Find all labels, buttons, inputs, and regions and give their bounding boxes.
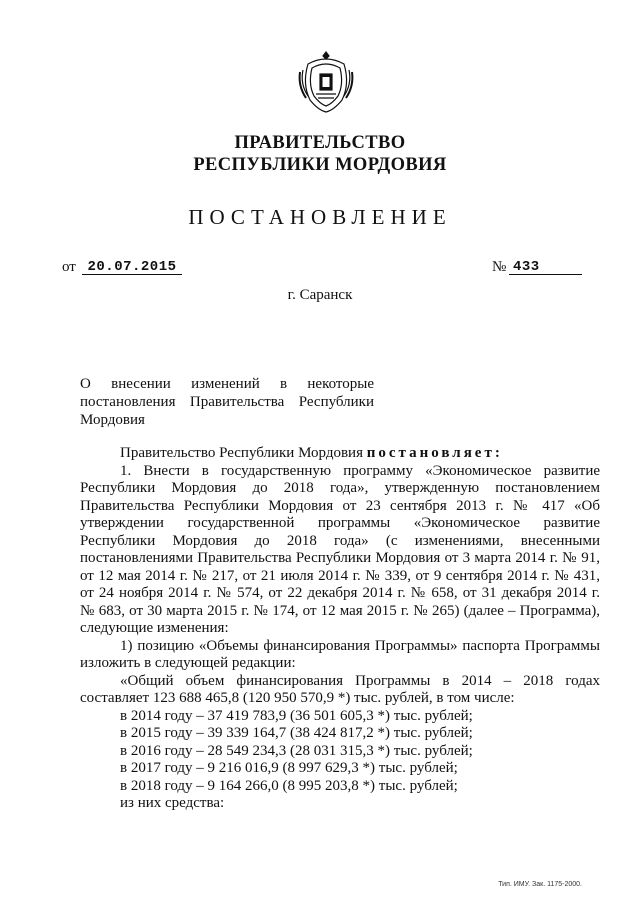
funding-year-item: в 2016 году – 28 549 234,3 (28 031 315,3 *) тыс. рублей; [120,742,473,759]
paragraph-line: утверждении государственной программы «Экономическое развитие [80,515,600,531]
government-name-line2: РЕСПУБЛИКИ МОРДОВИЯ [193,155,447,175]
intro-paragraph [80,445,600,463]
subject-line: постановления Правительства Республики [80,394,374,410]
subject-line: О внесении изменений в некоторые [80,376,374,392]
paragraph-line: постановлениями Правительства Республики Мордовия от 3 марта 2014 г. № 91, [80,550,600,566]
date-prefix: от [62,259,76,275]
funding-year-item: в 2014 году – 37 419 783,9 (36 501 605,3 *) тыс. рублей; [120,707,473,724]
funding-year-item: в 2018 году – 9 164 266,0 (8 995 203,8 *) тыс. рублей; [120,777,458,794]
intro-verb: постановляет: [366,445,503,461]
funding-year-item: в 2017 году – 9 216 016,9 (8 997 629,3 *) тыс. рублей; [120,760,458,776]
paragraph-3 [80,673,600,708]
intro-text: Правительство Республики Мордовия [120,445,363,461]
paragraph-line: от 12 мая 2014 г. № 217, от 21 июля 2014 г. № 339, от 9 сентября 2014 г. № 431, [80,567,600,584]
document-body [80,445,600,813]
paragraph-line: № 683, от 30 марта 2015 г. № 174, от 12 мая 2015 г. № 265) (далее – Программа), [80,602,600,619]
funding-by-year-list [80,708,600,813]
date-field [82,257,182,275]
funding-year-item: в 2015 году – 39 339 164,7 (38 424 817,2 *) тыс. рублей; [120,725,473,741]
government-name-line1: ПРАВИТЕЛЬСТВО [234,133,406,153]
paragraph-line: Республики Мордовия до 2018 года», утвержденную постановлением [80,480,600,496]
paragraph-line: «Общий объем финансирования Программы в 2014 – 2018 годах [120,672,600,689]
subject-line: Мордовия [80,412,145,428]
paragraph-1 [80,463,600,638]
number-prefix: № [492,259,507,275]
print-mark: Тип. ИМУ. Зак. 1175-2000. [498,881,582,888]
document-type-title: ПОСТАНОВЛЕНИЕ [188,205,452,229]
date-value: 20.07.2015 [87,259,177,275]
coat-of-arms-emblem [296,50,356,114]
funding-sources-label: из них средства: [120,795,225,811]
paragraph-line: 1) позицию «Объемы финансирования Программы» паспорта Программы [120,637,600,654]
paragraph-line: следующие изменения: [80,620,229,636]
number-field [509,257,582,275]
paragraph-line: 1. Внести в государственную программу «Экономическое развитие [120,462,600,479]
number-value: 433 [513,259,540,275]
paragraph-line: от 24 ноября 2014 г. № 574, от 22 декабря 2014 г. № 658, от 31 декабря 2014 г. [80,585,600,601]
paragraph-line: составляет 123 688 465,8 (120 950 570,9 *) тыс. рублей, в том числе: [80,690,515,706]
paragraph-line: изложить в следующей редакции: [80,655,296,671]
paragraph-line: Правительства Республики Мордовия от 23 сентября 2013 г. № 417 «Об [80,497,600,514]
paragraph-2 [80,638,600,673]
city-label: г. Саранск [287,287,353,303]
paragraph-line: Республики Мордовия до 2018 года» (с изменениями, внесенными [80,532,600,549]
document-subject [80,375,374,429]
